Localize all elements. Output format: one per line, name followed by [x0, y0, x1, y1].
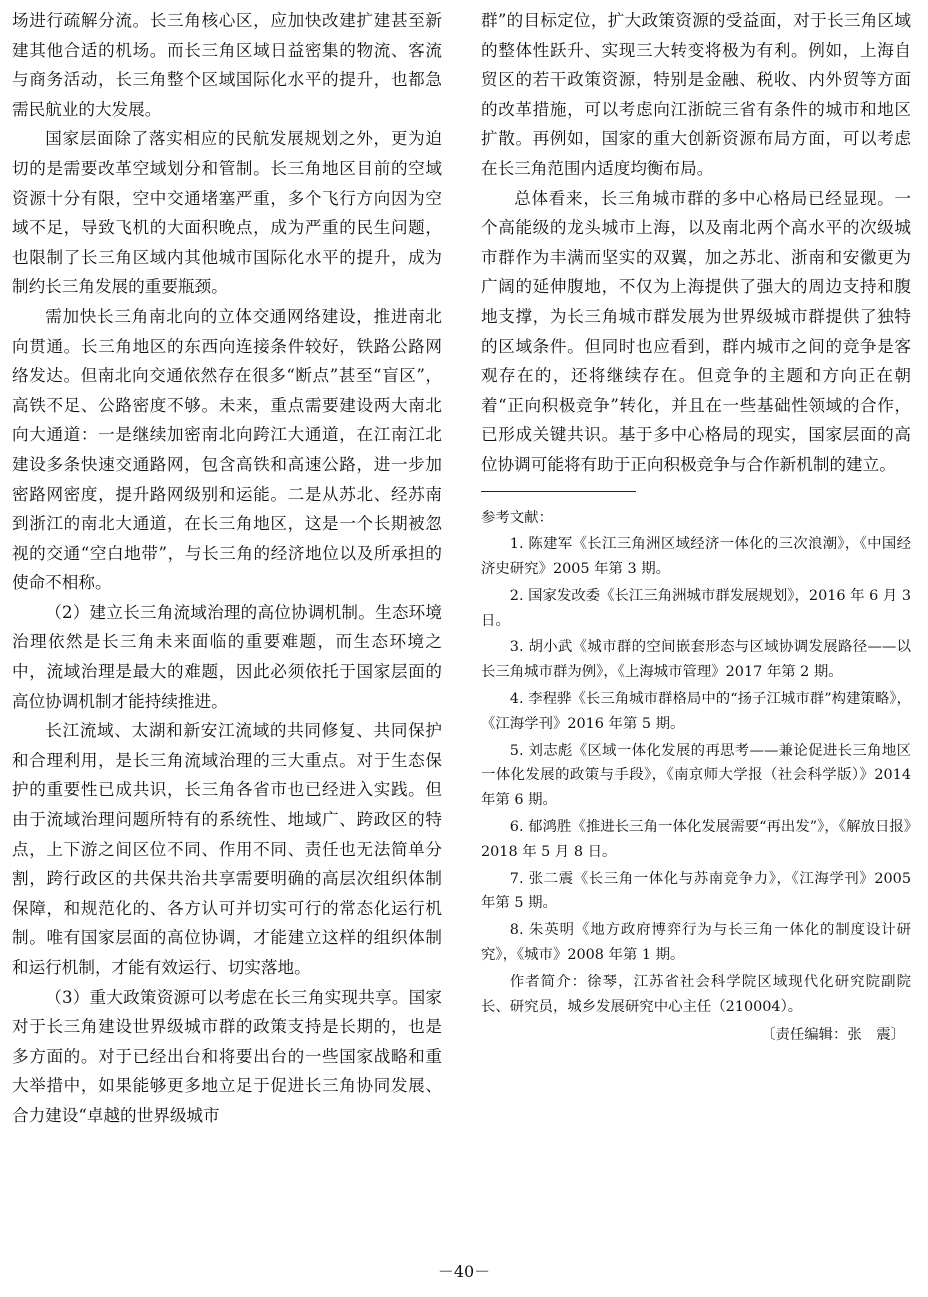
page-number: －40－ [437, 1262, 491, 1281]
paragraph: 群”的目标定位，扩大政策资源的受益面，对于长三角区域的整体性跃升、实现三大转变将极为有利。例如，上海自贸区的若干政策资源，特别是金融、税收、内外贸等方面的改革措施，可以考虑向江浙皖三省有条件的城市和地区扩散。再例如，国家的重大创新资源布局方面，可以考虑在长三角范围内适度均衡布局。 [481, 11, 911, 178]
reference-item: 1. 陈建军《长江三角洲区域经济一体化的三次浪潮》，《中国经济史研究》2005 年第 3 期。 [481, 536, 911, 578]
reference-item: 5. 刘志彪《区域一体化发展的再思考——兼论促进长三角地区一体化发展的政策与手段》，《南京师大学报（社会科学版）》2014 年第 6 期。 [481, 742, 911, 809]
responsible-editor: 〔责任编辑：张 震〕 [761, 1027, 905, 1044]
paragraph: 长江流域、太湖和新安江流域的共同修复、共同保护和合理利用，是长三角流域治理的三大重点。对于生态保护的重要性已成共识，长三角各省市也已经进入实践。但由于流域治理问题所特有的系统性、地域广、跨政区的特点，上下游之间区位不同、作用不同、责任也无法简单分割，跨行政区的共保共治共享需要明确的高层次组织体制保障，和规范化的、各方认可并切实可行的常态化运行机制。唯有国家层面的高位协调，才能建立这样的组织体制和运行机制，才能有效运行、切实落地。 [12, 721, 442, 977]
references-section [481, 506, 911, 1049]
left-column [12, 6, 442, 1131]
paragraph: （2）建立长三角流域治理的高位协调机制。生态环境治理依然是长三角未来面临的重要难题，而生态环境之中，流域治理是最大的难题，因此必须依托于国家层面的高位协调机制才能持续推进。 [12, 602, 442, 711]
paragraph: 场进行疏解分流。长三角核心区，应加快改建扩建甚至新建其他合适的机场。而长三角区域日益密集的物流、客流与商务活动，长三角整个区域国际化水平的提升，也都急需民航业的大发展。 [12, 11, 442, 119]
reference-item: 8. 朱英明《地方政府博弈行为与长三角一体化的制度设计研究》，《城市》2008 年第 1 期。 [481, 922, 911, 964]
reference-item: 3. 胡小武《城市群的空间嵌套形态与区域协调发展路径——以长三角城市群为例》，《上海城市管理》2017 年第 2 期。 [481, 639, 911, 681]
author-bio: 作者简介：徐琴，江苏省社会科学院区域现代化研究院副院长、研究员，城乡发展研究中心主任（210004）。 [481, 973, 911, 1015]
reference-item: 7. 张二震《长三角一体化与苏南竞争力》，《江海学刊》2005 年第 5 期。 [481, 870, 911, 912]
paragraph: 需加快长三角南北向的立体交通网络建设，推进南北向贯通。长三角地区的东西向连接条件较好，铁路公路网络发达。但南北向交通依然存在很多“断点”甚至“盲区”，高铁不足、公路密度不够。未来，重点需要建设两大南北向大通道：一是继续加密南北向跨江大通道，在江南江北建设多条快速交通路网，包含高铁和高速公路，进一步加密路网密度，提升路网级别和运能。二是从苏北、经苏南到浙江的南北大通道，在长三角地区，这是一个长期被忽视的交通“空白地带”，与长三角的经济地位以及所承担的使命不相称。 [12, 306, 442, 593]
paragraph: （3）重大政策资源可以考虑在长三角实现共享。国家对于长三角建设世界级城市群的政策支持是长期的，也是多方面的。对于已经出台和将要出台的一些国家战略和重大举措中，如果能够更多地立足于促进长三角协同发展、合力建设“卓越的世界级城市 [12, 987, 442, 1125]
right-column [481, 6, 911, 1048]
reference-item: 6. 郁鸿胜《推进长三角一体化发展需要“再出发”》，《解放日报》2018 年 5 月 8 日。 [481, 819, 911, 860]
reference-item: 2. 国家发改委《长江三角洲城市群发展规划》，2016 年 6 月 3 日。 [481, 587, 911, 629]
paragraph: 总体看来，长三角城市群的多中心格局已经显现。一个高能级的龙头城市上海，以及南北两个高水平的次级城市群作为丰满而坚实的双翼，加之苏北、浙南和安徽更为广阔的延伸腹地，不仅为上海提供了强大的周边支持和腹地支撑，为长三角城市群发展为世界级城市群提供了独特的区域条件。但同时也应看到，群内城市之间的竞争是客观存在的，还将继续存在。但竞争的主题和方向正在朝着“正向积极竞争”转化，并且在一些基础性领域的合作，已形成关键共识。基于多中心格局的现实，国家层面的高位协调可能将有助于正向积极竞争与合作新机制的建立。 [481, 188, 911, 474]
paragraph: 国家层面除了落实相应的民航发展规划之外，更为迫切的是需要改革空域划分和管制。长三角地区目前的空域资源十分有限，空中交通堵塞严重，多个飞行方向因为空域不足，导致飞机的大面积晚点，成为严重的民生问题，也限制了长三角区域内其他城市国际化水平的提升，成为制约长三角发展的重要瓶颈。 [12, 129, 442, 297]
references-title: 参考文献： [481, 509, 553, 526]
reference-item: 4. 李程骅《长三角城市群格局中的“扬子江城市群”构建策略》，《江海学刊》2016 年第 5 期。 [481, 691, 911, 732]
references-divider [481, 491, 636, 492]
